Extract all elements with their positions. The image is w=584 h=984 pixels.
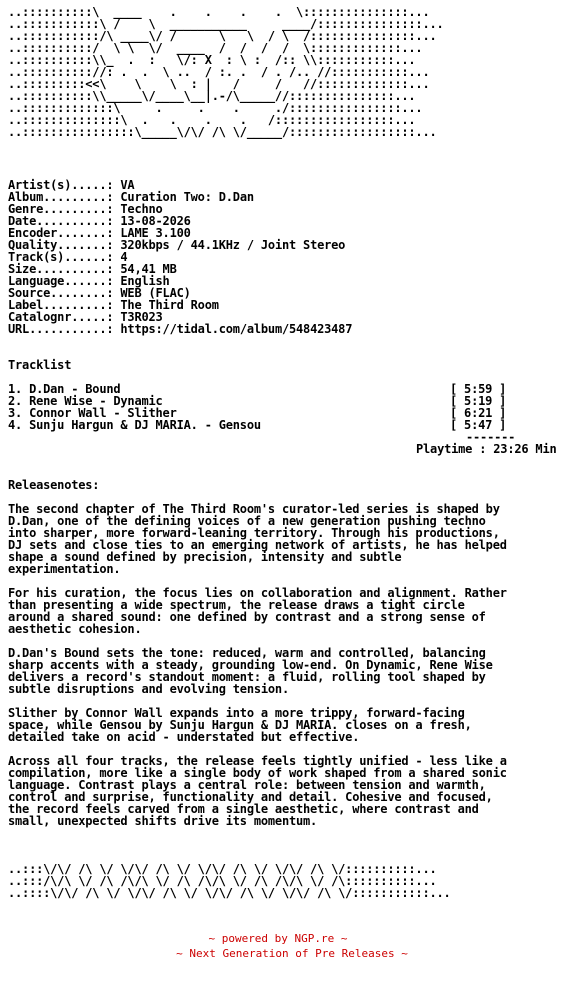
releasenotes-paragraph: Across all four tracks, the release feels tightly unified - less like a compilation, more like a single body of work shaped from a shared sonic language. Contrast plays a central role: between tension and warmth, control and surprise, functionality and detail. Cohesive and focused, the record feels carved from a single aesthetic, where contrast and small, unexpected shifts drive its momentum. <box>8 754 507 828</box>
metadata-value: 320kbps / 44.1KHz / Joint Stereo <box>120 238 346 252</box>
metadata-row <box>8 323 352 335</box>
metadata-label: Label.........: <box>8 298 114 312</box>
metadata-label: Quality.......: <box>8 238 114 252</box>
ascii-art-footer: ..:::\/\/ /\ \/ \/\/ /\ \/ \/\/ /\ \/ \/\/ /\ \/::::::::::... ..:::/\/\ \/ /\ /\/\ \/ /\ /\/\ \/ /\ /\/\ \/ /\::::::::::... ..::::\/\/ /\ \/ \/\/ /\ \/ \/\/ /\ \/ \/\/ /\ \/:::::::::::... <box>8 862 451 900</box>
metadata-value: 54,41 MB <box>120 262 177 276</box>
track-duration: [ 5:59 ] <box>450 382 507 396</box>
metadata-label: URL...........: <box>8 322 114 336</box>
tagline-text: ~ Next Generation of Pre Releases ~ <box>176 947 408 960</box>
releasenotes-paragraph: For his curation, the focus lies on collaboration and alignment. Rather than presenting a wide spectrum, the release draws a tight circle around a shared sound: one defined by contrast and a strong sense of aesthetic cohesion. <box>8 586 507 636</box>
metadata-label: Source........: <box>8 286 114 300</box>
metadata-value: English <box>120 274 170 288</box>
metadata-value: 4 <box>120 250 128 264</box>
metadata-label: Catalognr.....: <box>8 310 114 324</box>
metadata-value: LAME 3.100 <box>120 226 191 240</box>
playtime-total: Playtime : 23:26 Min <box>416 442 557 456</box>
ascii-art-header: ..::::::::::\ ____ . . . . \:::::::::::::::... ..:::::::::::\ / \ ___________ ____/:::::::::::::::... ..:::::::::::/\ ____\/ / \ \ / \ /:::::::::::::::... ..::::::::::/ \ \ \/ ____ / / / / \:::::::::::::... ..::::::::::\\_ . : \/: X : \ : /:: \\:::::::::::... ..:::::::::://: . . \ .. / :. . / . /.. //:::::::::::... ..:::::::::<<\ \ \ : | / / //:::::::::::::... ..::::::::::\\_____\/____\__|.-/\_____//:::::::::::::::... ..:::::::::::::\ . . . ./::::::::::::::::... ..::::::::::::::\ . . . . /:::::::::::::::::... ..::::::::::::::::\_____\/\/ /\ \/_____/::::::::::::::::::... <box>8 5 444 139</box>
track-duration: [ 5:47 ] <box>450 418 507 432</box>
releasenotes-heading: Releasenotes: <box>8 478 100 492</box>
tracklist-heading: Tracklist <box>8 358 72 372</box>
metadata-label: Date..........: <box>8 214 114 228</box>
metadata-label: Genre.........: <box>8 202 114 216</box>
track-duration: [ 6:21 ] <box>450 406 507 420</box>
metadata-value: Curation Two: D.Dan <box>120 190 254 204</box>
metadata-value: T3R023 <box>120 310 163 324</box>
track-title: 4. Sunju Hargun & DJ MARIA. - Gensou <box>8 418 261 432</box>
metadata-label: Encoder.......: <box>8 226 114 240</box>
metadata-label: Album.........: <box>8 190 114 204</box>
metadata-value: The Third Room <box>120 298 219 312</box>
metadata-value: Techno <box>120 202 163 216</box>
metadata-value: VA <box>120 178 135 192</box>
playtime-divider: ------- <box>466 430 516 444</box>
track-title: 2. Rene Wise - Dynamic <box>8 394 163 408</box>
track-title: 3. Connor Wall - Slither <box>8 406 177 420</box>
releasenotes-paragraph: D.Dan's Bound sets the tone: reduced, warm and controlled, balancing sharp accents with a steady, grounding low-end. On Dynamic, Rene Wise delivers a record's standout moment: a fluid, rolling tool shaped by subtle disruptions and evolving tension. <box>8 646 493 696</box>
metadata-label: Artist(s).....: <box>8 178 114 192</box>
metadata-value: WEB (FLAC) <box>120 286 191 300</box>
powered-by-text: ~ powered by NGP.re ~ <box>208 932 348 945</box>
tracklist <box>8 383 576 431</box>
track-title: 1. D.Dan - Bound <box>8 382 121 396</box>
metadata-label: Language......: <box>8 274 114 288</box>
release-metadata <box>8 179 352 335</box>
metadata-value: 13-08-2026 <box>120 214 191 228</box>
track-duration: [ 5:19 ] <box>450 394 507 408</box>
metadata-label: Track(s)......: <box>8 250 114 264</box>
releasenotes-paragraph: Slither by Connor Wall expands into a more trippy, forward-facing space, while Gensou by Sunju Hargun & DJ MARIA. closes on a fresh, detailed take on acid - understated but effective. <box>8 706 472 744</box>
metadata-label: Size..........: <box>8 262 114 276</box>
releasenotes-paragraph: The second chapter of The Third Room's curator-led series is shaped by D.Dan, one of the defining voices of a new generation pushing techno into sharper, more forward-leaning territory. Through his productions, DJ sets and close ties to an emerging network of artists, he has helped shape a sound defined by precision, intensity and subtle experimentation. <box>8 502 507 576</box>
metadata-value: https://tidal.com/album/548423487 <box>120 322 353 336</box>
